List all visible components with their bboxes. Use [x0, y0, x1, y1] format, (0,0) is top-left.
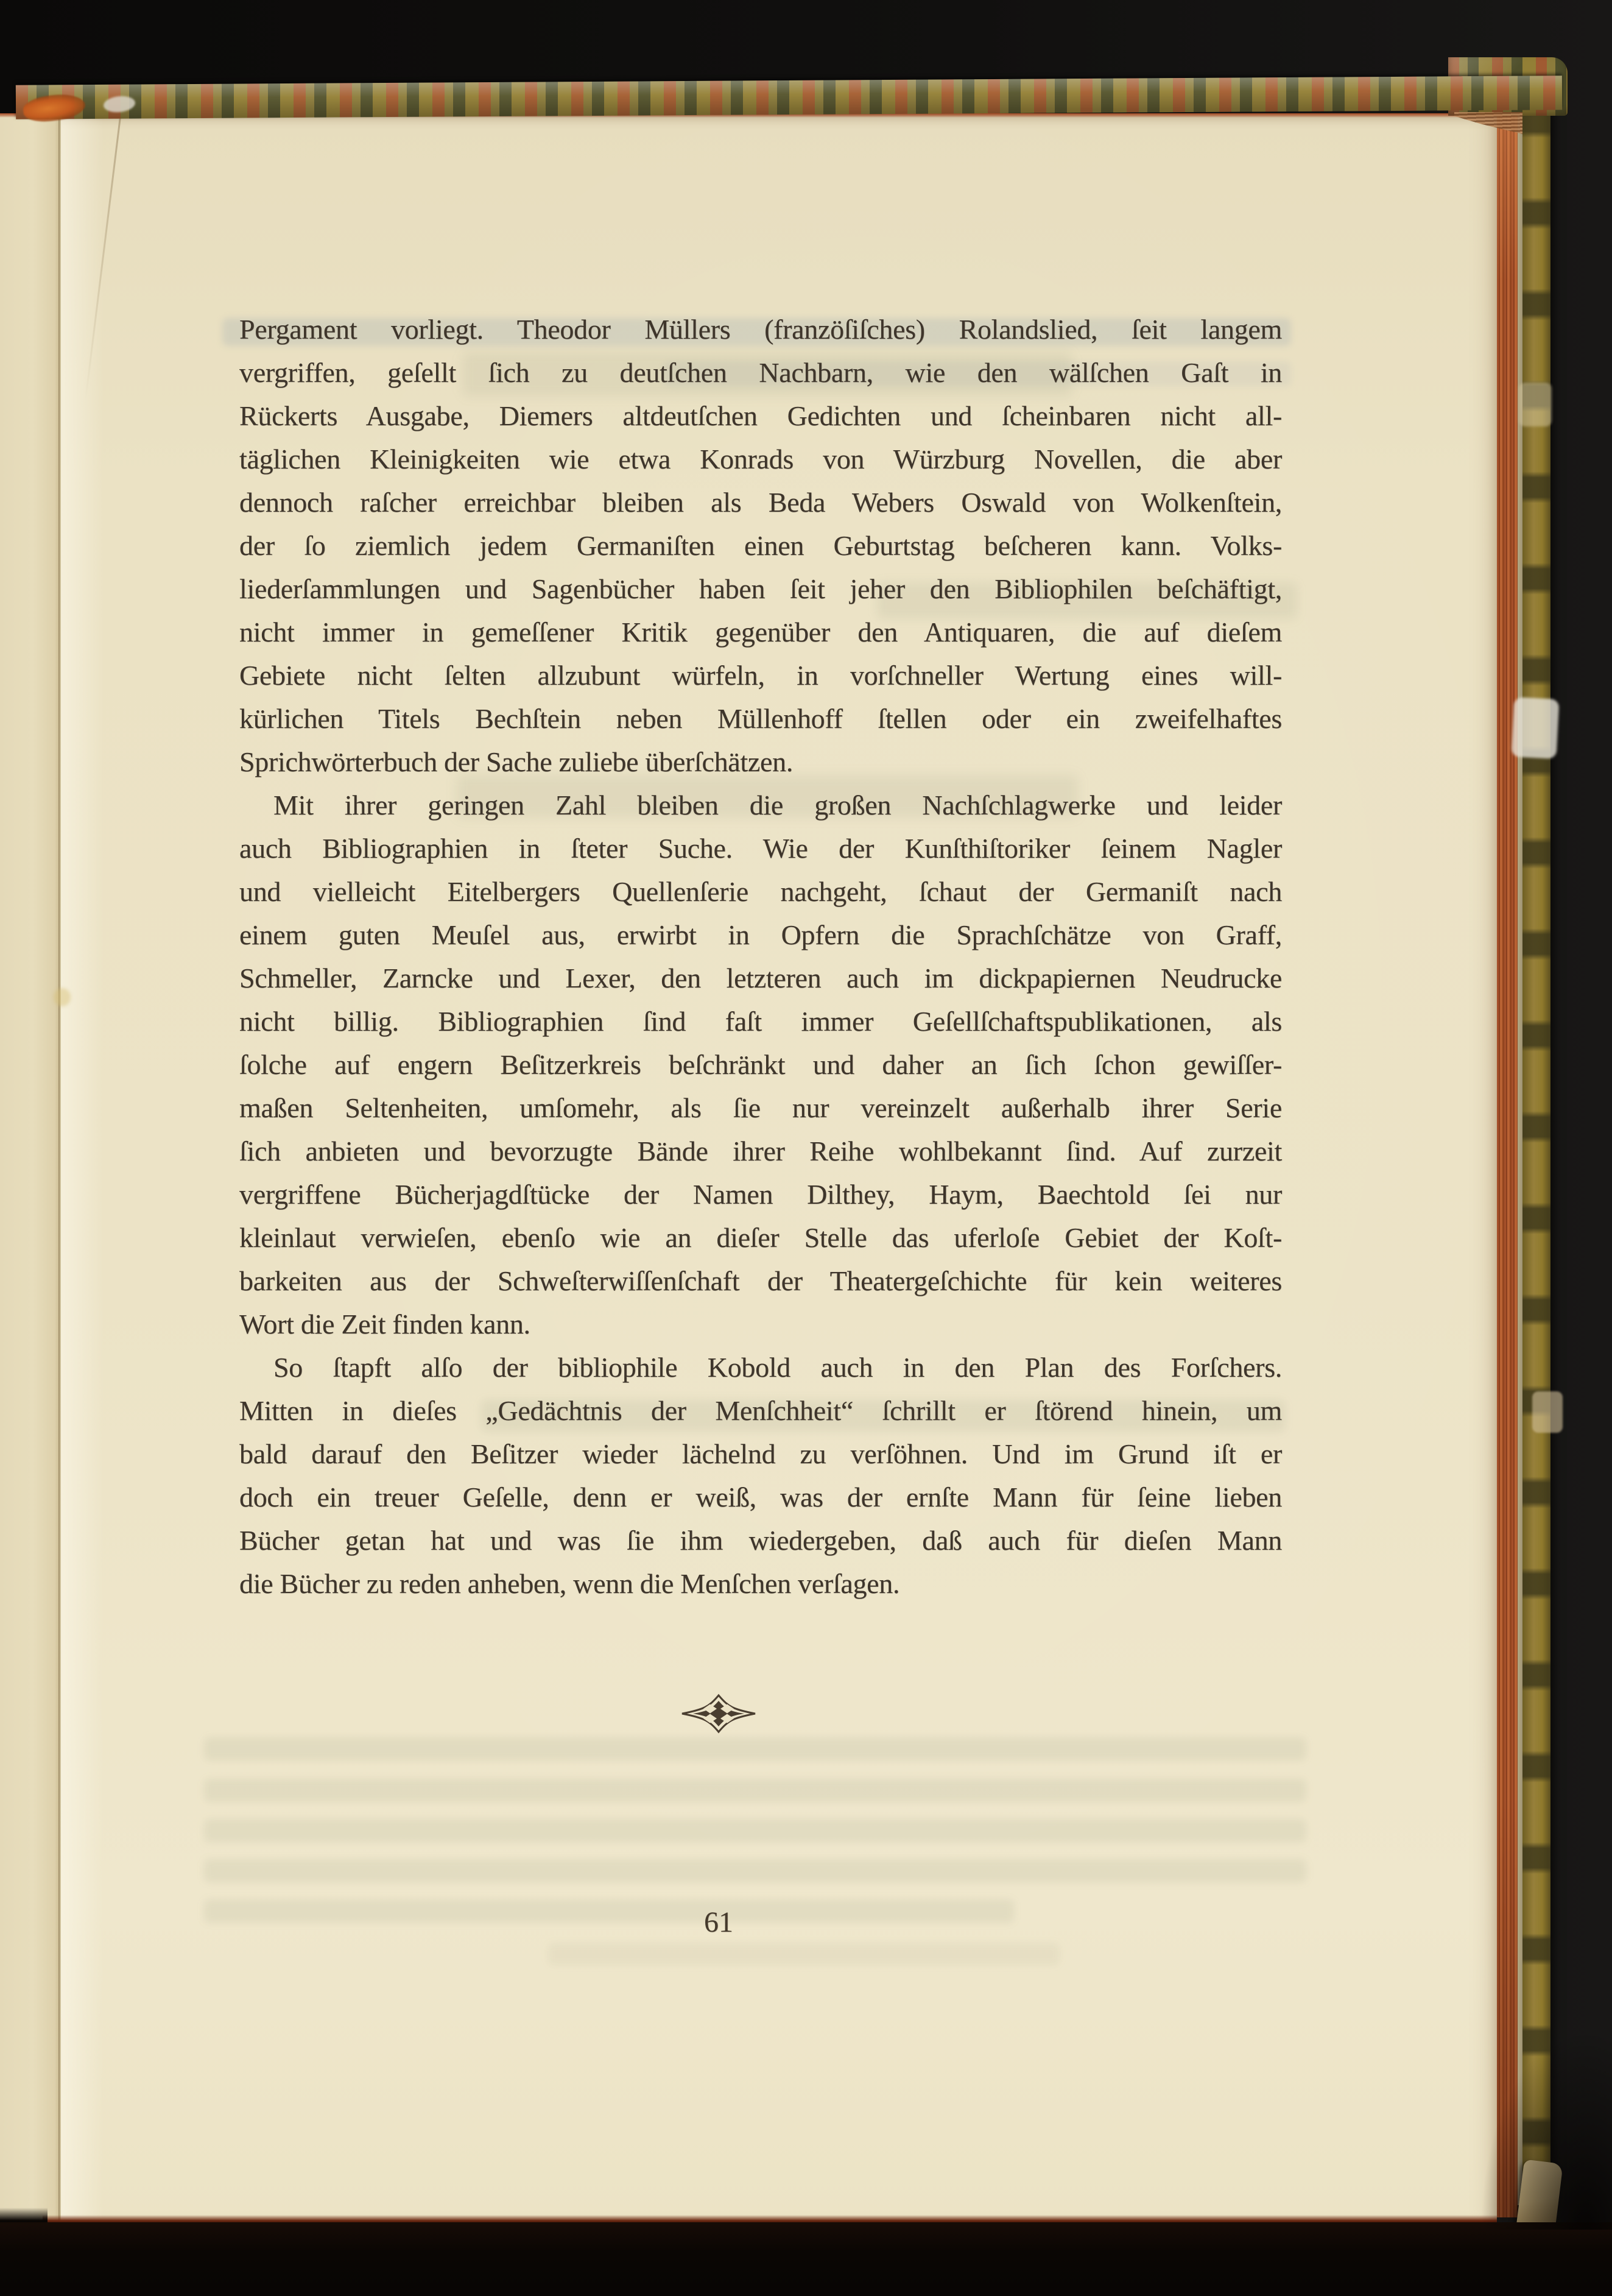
- text-line: der ſo ziemlich jedem Germaniſten einen Geburtstag beſcheren kann. Volks-: [239, 530, 1282, 561]
- showthrough-text: [204, 1859, 1306, 1882]
- showthrough-text: [204, 1737, 1306, 1761]
- text-line: täglichen Kleinigkeiten wie etwa Konrads von Würzburg Novellen, die aber: [239, 443, 1282, 475]
- text-line: die Bücher zu reden anheben, wenn die Menſchen verſagen.: [239, 1568, 900, 1599]
- text-line: dennoch raſcher erreichbar bleiben als Beda Webers Oswald von Wolkenſtein,: [239, 487, 1282, 518]
- text-line: Mitten in dieſes „Gedächtnis der Menſchheit“ ſchrillt er ſtörend hinein, um: [239, 1395, 1282, 1426]
- text-line: vergriffen, geſellt ſich zu deutſchen Nachbarn, wie den wälſchen Gaſt in: [239, 357, 1282, 388]
- page-number: 61: [704, 1906, 733, 1938]
- text-line: bald darauf den Beſitzer wieder lächelnd zu verſöhnen. Und im Grund iſt er: [239, 1438, 1282, 1469]
- scanner-shadow: [1480, 2029, 1612, 2230]
- text-line: So ſtapft alſo der bibliophile Kobold auch in den Plan des Forſchers.: [273, 1352, 1282, 1383]
- paper-stain: [54, 988, 71, 1006]
- text-line: Wort die Zeit finden kann.: [239, 1309, 530, 1340]
- page-gutter-margin: [0, 113, 60, 2222]
- red-fore-edge: [1497, 115, 1518, 2217]
- cover-wear-patch: [1532, 1391, 1563, 1433]
- text-line: vergriffene Bücherjagdſtücke der Namen Dilthey, Haym, Baechtold ſei nur: [239, 1179, 1282, 1210]
- text-line: und vielleicht Eitelbergers Quellenſerie nachgeht, ſchaut der Germaniſt nach: [239, 876, 1282, 907]
- text-line: Schmeller, Zarncke und Lexer, den letzteren auch im dickpapiernen Neudrucke: [239, 963, 1282, 994]
- text-line: nicht immer in gemeſſener Kritik gegenüber den Antiquaren, die auf dieſem: [239, 616, 1282, 648]
- text-line: kürlichen Titels Bechſtein neben Müllenhoff ſtellen oder ein zweifelhaftes: [239, 703, 1282, 734]
- cover-wear-patch: [1511, 697, 1559, 759]
- diamond-fleuron-ornament: [681, 1694, 756, 1734]
- scanner-bed-bottom: [0, 2222, 1612, 2296]
- gutter-highlight: [61, 113, 104, 2222]
- page-text: [239, 308, 1282, 1605]
- text-line: einem guten Meuſel aus, erwirbt in Opfern die Sprachſchätze von Graff,: [239, 919, 1282, 950]
- text-line: ſich anbieten und bevorzugte Bände ihrer Reihe wohlbekannt ſind. Auf zurzeit: [239, 1136, 1282, 1167]
- text-line: kleinlaut verwieſen, ebenſo wie an dieſer Stelle das uferloſe Gebiet der Koſt-: [239, 1222, 1282, 1253]
- text-line: Pergament vorliegt. Theodor Müllers (franzöſiſches) Rolandslied, ſeit langem: [239, 314, 1282, 345]
- text-line: Gebiete nicht ſelten allzubunt würfeln, in vorſchneller Wertung eines will-: [239, 660, 1282, 691]
- text-line: liederſammlungen und Sagenbücher haben ſeit jeher den Bibliophilen beſchäftigt,: [239, 573, 1282, 604]
- text-line: auch Bibliographien in ſteter Suche. Wie der Kunſthiſtoriker ſeinem Nagler: [239, 833, 1282, 864]
- book-page: [0, 113, 1497, 2222]
- text-line: barkeiten aus der Schweſterwiſſenſchaft der Theatergeſchichte für kein weiteres: [239, 1265, 1282, 1296]
- text-line: Mit ihrer geringen Zahl bleiben die großen Nachſchlagwerke und leider: [273, 789, 1282, 821]
- text-line: Rückerts Ausgabe, Diemers altdeutſchen Gedichten und ſcheinbaren nicht all-: [239, 400, 1282, 431]
- showthrough-text: [204, 1779, 1306, 1802]
- showthrough-text: [204, 1899, 1014, 1923]
- showthrough-text: [548, 1943, 1060, 1965]
- text-line: Bücher getan hat und was ſie ihm wiedergeben, daß auch für dieſen Mann: [239, 1525, 1282, 1556]
- text-line: maßen Seltenheiten, umſomehr, als ſie nur vereinzelt außerhalb ihrer Serie: [239, 1092, 1282, 1123]
- text-line: nicht billig. Bibliographien ſind faſt immer Geſellſchaftspublikationen, als: [239, 1006, 1282, 1037]
- text-line: Sprichwörterbuch der Sache zuliebe überſchätzen.: [239, 746, 794, 777]
- cover-wear-patch: [1519, 383, 1552, 426]
- text-line: doch ein treuer Geſelle, denn er weiß, was der ernſte Mann für ſeine lieben: [239, 1482, 1282, 1513]
- showthrough-text: [204, 1819, 1306, 1842]
- text-line: ſolche auf engern Beſitzerkreis beſchränkt und daher an ſich ſchon gewiſſer-: [239, 1049, 1282, 1080]
